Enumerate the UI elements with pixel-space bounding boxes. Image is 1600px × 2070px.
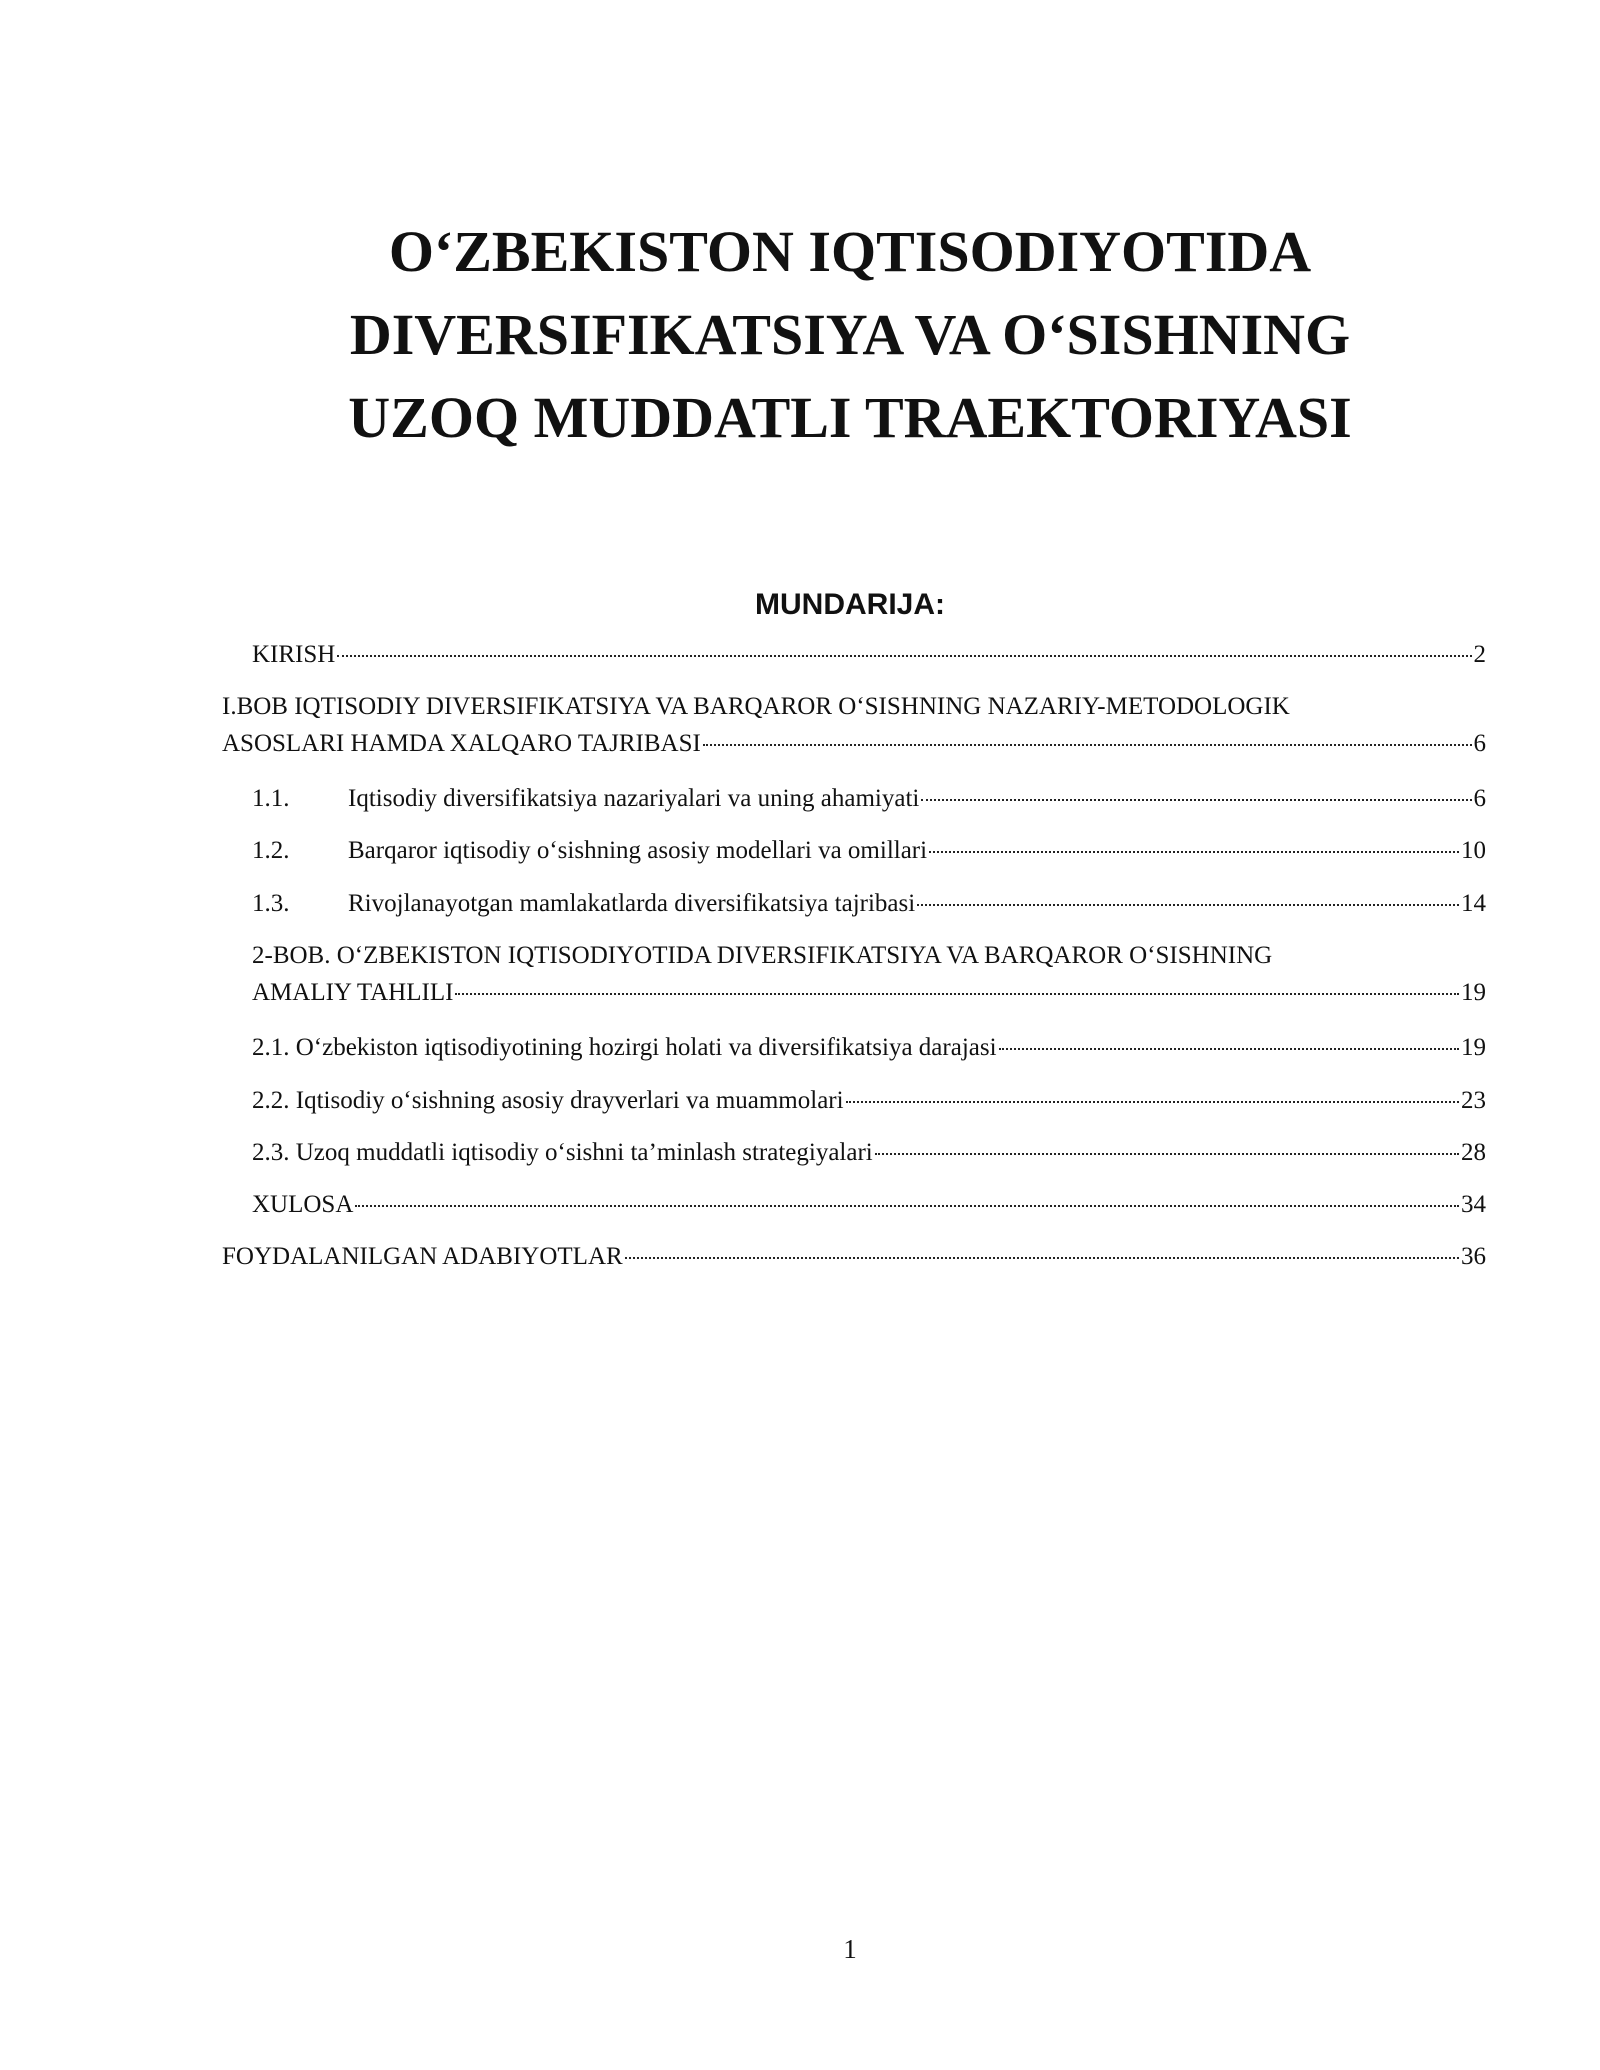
toc-entry-page: 10 (1461, 837, 1486, 864)
toc-entry-1-3[interactable] (252, 885, 1486, 922)
toc-entry-label: XULOSA (252, 1191, 354, 1218)
toc-entry-label-line-1: I.BOB IQTISODIY DIVERSIFIKATSIYA VA BARQAROR O‘SISHNING NAZARIY-METODOLOGIK (222, 693, 1290, 720)
toc-leader-dots (625, 1257, 1459, 1259)
title-line-1: O‘ZBEKISTON IQTISODIYOTIDA (388, 219, 1312, 284)
toc-entry-2-2[interactable] (252, 1082, 1486, 1119)
toc-entry-page: 2 (1473, 641, 1486, 668)
toc-entry-page: 14 (1461, 890, 1486, 917)
toc-entry-label: 2.3. Uzoq muddatli iqtisodiy o‘sishni ta’minlash strategiyalari (252, 1139, 873, 1166)
toc-entry-chapter-2[interactable] (252, 937, 1486, 1011)
toc-entry-label-line-2: ASOSLARI HAMDA XALQARO TAJRIBASI (222, 730, 701, 757)
toc-entry-page: 34 (1461, 1191, 1486, 1218)
toc-entry-label: KIRISH (252, 641, 336, 668)
toc-leader-dots (875, 1153, 1459, 1155)
toc-entry-page: 19 (1461, 979, 1486, 1006)
toc-entry-number: 1.3. (252, 890, 290, 917)
toc-entry-page: 23 (1461, 1087, 1486, 1114)
toc-entry-label: 2.1. O‘zbekiston iqtisodiyotining hozirgi holati va diversifikatsiya darajasi (252, 1034, 997, 1061)
toc-leader-dots (999, 1048, 1459, 1050)
toc-entry-references[interactable] (222, 1238, 1486, 1275)
toc-entry-page: 19 (1461, 1034, 1486, 1061)
title-line-3: UZOQ MUDDATLI TRAEKTORIYASI (348, 385, 1352, 450)
toc-entry-page: 28 (1461, 1139, 1486, 1166)
toc-entry-1-2[interactable] (252, 832, 1486, 869)
toc-entry-page: 36 (1461, 1243, 1486, 1270)
toc-entry-2-1[interactable] (252, 1029, 1486, 1066)
toc-entry-1-1[interactable] (252, 780, 1486, 817)
toc-leader-dots (846, 1101, 1459, 1103)
toc-leader-dots (337, 655, 1471, 657)
toc-entry-label-line-1: 2-BOB. O‘ZBEKISTON IQTISODIYOTIDA DIVERSIFIKATSIYA VA BARQAROR O‘SISHNING (252, 942, 1273, 969)
toc-entry-label: Rivojlanayotgan mamlakatlarda diversifikatsiya tajribasi (348, 890, 916, 917)
toc-entry-number: 1.1. (252, 785, 290, 812)
toc-entry-label: FOYDALANILGAN ADABIYOTLAR (222, 1243, 623, 1270)
toc-entry-label: 2.2. Iqtisodiy o‘sishning asosiy drayverlari va muammolari (252, 1087, 844, 1114)
toc-entry-label: Iqtisodiy diversifikatsiya nazariyalari va uning ahamiyati (348, 785, 920, 812)
toc-entry-kirish[interactable] (252, 636, 1486, 673)
toc-leader-dots (917, 904, 1459, 906)
toc-heading: MUNDARIJA: (755, 588, 945, 621)
toc-entry-2-3[interactable] (252, 1134, 1486, 1171)
toc-leader-dots (921, 799, 1471, 801)
toc-entry-page: 6 (1473, 730, 1486, 757)
toc-entry-page: 6 (1473, 785, 1486, 812)
toc-entry-chapter-1[interactable] (222, 688, 1486, 762)
title-line-2: DIVERSIFIKATSIYA VA O‘SISHNING (349, 302, 1351, 367)
toc-entry-number: 1.2. (252, 837, 290, 864)
page-number: 1 (843, 1934, 857, 1964)
toc-entry-label: Barqaror iqtisodiy o‘sishning asosiy modellari va omillari (348, 837, 928, 864)
toc-entry-label-line-2: AMALIY TAHLILI (252, 979, 454, 1006)
toc-leader-dots (455, 993, 1459, 995)
toc-leader-dots (355, 1205, 1459, 1207)
document-title (220, 210, 1480, 459)
toc-entry-xulosa[interactable] (252, 1186, 1486, 1223)
toc-leader-dots (929, 851, 1459, 853)
toc-leader-dots (703, 744, 1472, 746)
